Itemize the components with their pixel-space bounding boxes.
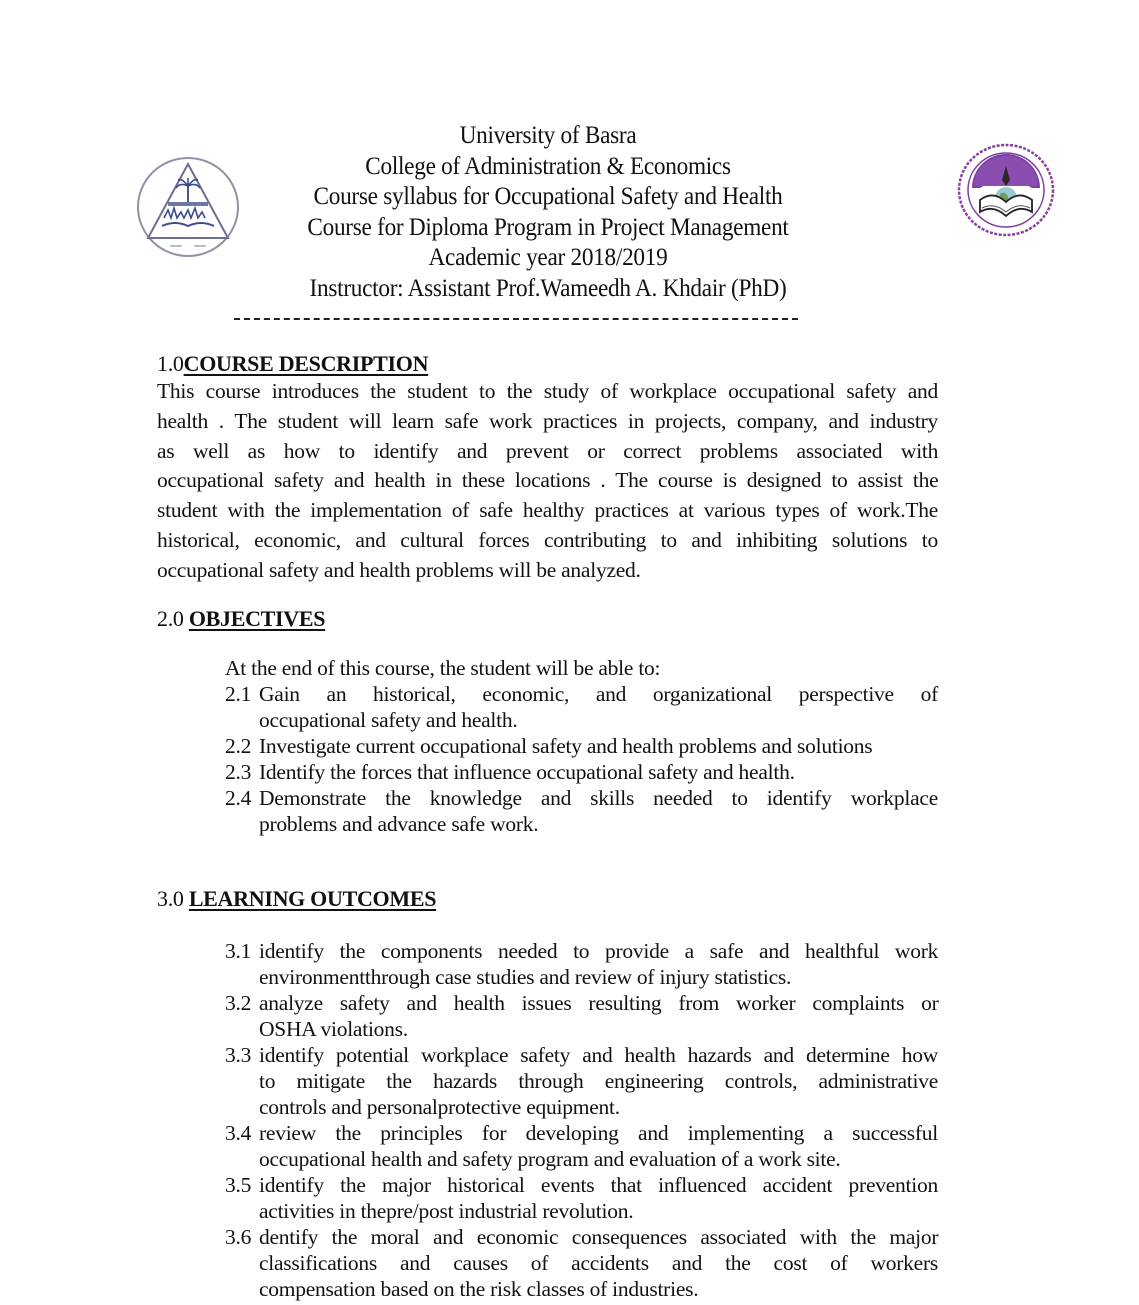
header-separator [234,318,798,320]
college-name: College of Administration & Economics [365,152,731,180]
item-line: Identify the forces that influence occupational safety and health. [259,760,795,784]
objective-item [225,733,938,759]
learning-outcomes-list [225,938,938,1302]
outcome-item [225,990,938,1042]
university-of-basra-logo [136,156,240,258]
objective-item [225,759,938,785]
item-line: Gain an historical, economic, and organizational perspective of [259,682,938,706]
outcome-item [225,1224,938,1302]
item-line: dentify the moral and economic consequences associated with the major [259,1225,939,1249]
objectives-intro: At the end of this course, the student will be able to: [225,656,661,680]
college-emblem-icon [956,142,1056,238]
section-number: 2.0 [157,606,189,631]
item-line: activities in thepre/post industrial revolution. [259,1199,634,1223]
item-number: 3.3 [225,1043,252,1067]
objective-item [225,681,938,733]
section-title: OBJECTIVES [188,606,326,631]
section-title: COURSE DESCRIPTION [183,351,429,376]
university-name: University of Basra [459,122,637,149]
item-line: classifications and causes of accidents and the cost of workers [259,1251,938,1275]
item-line: environmentthrough case studies and review of injury statistics. [259,965,792,989]
paragraph-line: occupational safety and health problems will be analyzed. [157,557,641,582]
item-line: identify the components needed to provide a safe and healthful work [259,939,939,963]
item-line: identify the major historical events that influenced accident prevention [259,1173,938,1197]
outcome-item [225,1120,938,1172]
paragraph-line: as well as how to identify and prevent or correct problems associated with [157,438,939,463]
item-line: problems and advance safe work. [259,812,539,836]
paragraph-line: occupational safety and health in these locations . The course is designed to assist the [157,468,939,493]
item-number: 3.4 [225,1121,252,1145]
item-line: occupational health and safety program and evaluation of a work site. [259,1147,841,1171]
item-line: OSHA violations. [259,1017,408,1041]
outcome-item [225,1172,938,1224]
item-line: Demonstrate the knowledge and skills needed to identify workplace [259,786,938,810]
section-heading-objectives [157,606,325,632]
section-number: 3.0 [157,886,189,911]
item-number: 3.2 [225,991,252,1015]
item-line: occupational safety and health. [259,708,518,732]
item-line: controls and personalprotective equipment. [259,1095,620,1119]
document-header [248,121,848,305]
outcome-item [225,1042,938,1120]
item-number: 2.1 [225,682,252,706]
paragraph-line: health . The student will learn safe work practices in projects, company, and industry [157,408,938,433]
paragraph-line: student with the implementation of safe healthy practices at various types of work.The [157,498,938,523]
item-line: identify potential workplace safety and health hazards and determine how [259,1043,938,1067]
paragraph-line: historical, economic, and cultural forces contributing to and inhibiting solutions to [157,527,938,552]
item-line: Investigate current occupational safety and health problems and solutions [259,734,873,758]
item-line: review the principles for developing and implementing a successful [259,1121,939,1145]
section-title: LEARNING OUTCOMES [188,886,437,911]
objectives-list [225,681,938,837]
item-line: to mitigate the hazards through engineering controls, administrative [259,1069,938,1093]
section-number: 1.0 [157,351,184,376]
section-heading-course-description [157,351,428,377]
program-name: Course for Diploma Program in Project Management [307,213,789,241]
section-heading-learning-outcomes [157,886,436,912]
item-number: 3.6 [225,1225,252,1249]
course-description-paragraph [157,377,938,586]
course-title: Course syllabus for Occupational Safety and Health [313,183,783,211]
item-line: analyze safety and health issues resulting from worker complaints or [259,991,939,1015]
item-line: compensation based on the risk classes of industries. [259,1277,699,1301]
item-number: 2.3 [225,760,252,784]
item-number: 3.1 [225,939,252,963]
paragraph-line: This course introduces the student to the study of workplace occupational safety and [157,379,939,403]
item-number: 3.5 [225,1173,252,1197]
college-logo [956,142,1056,238]
item-number: 2.4 [225,786,252,810]
instructor-name: Instructor: Assistant Prof.Wameedh A. Khdair (PhD) [309,274,787,302]
outcome-item [225,938,938,990]
item-number: 2.2 [225,734,252,758]
objective-item [225,785,938,837]
academic-year: Academic year 2018/2019 [428,244,668,272]
university-emblem-icon [136,156,240,258]
